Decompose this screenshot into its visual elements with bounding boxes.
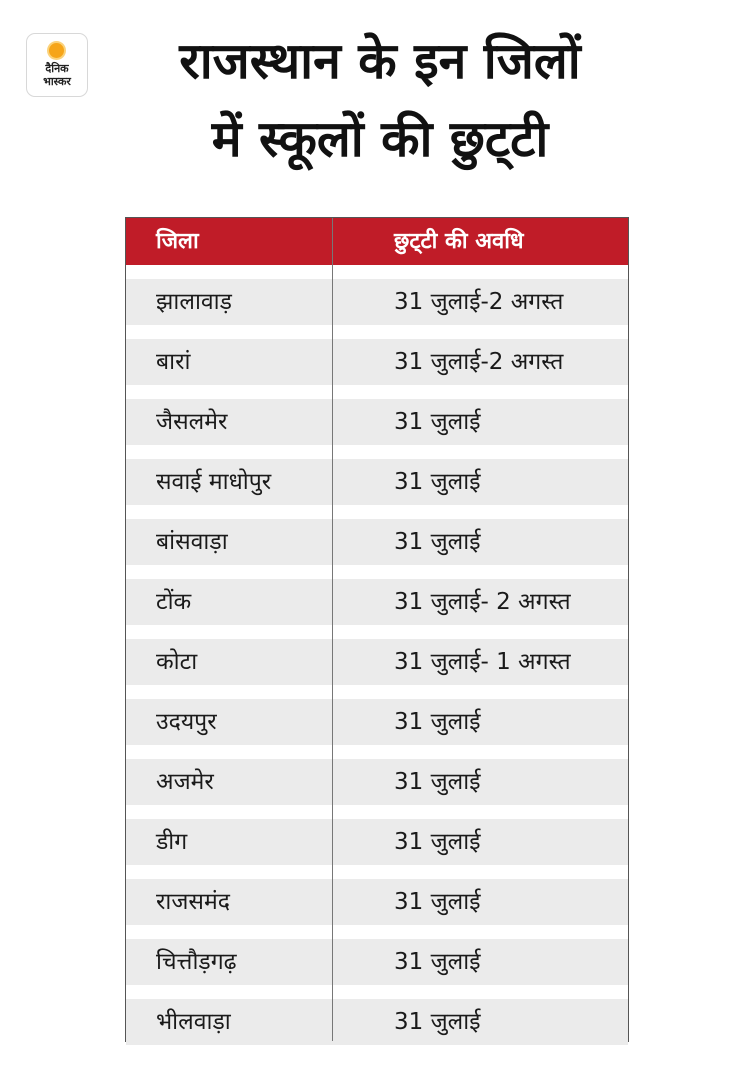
cell-district: उदयपुर	[156, 709, 217, 735]
cell-duration: 31 जुलाई-2 अगस्त	[394, 289, 564, 315]
cell-district: सवाई माधोपुर	[156, 469, 272, 495]
cell-duration: 31 जुलाई	[394, 469, 481, 495]
logo-text-line1: दैनिक	[45, 62, 69, 75]
cell-duration: 31 जुलाई- 1 अगस्त	[394, 649, 571, 675]
table-row	[126, 939, 628, 985]
sun-icon	[49, 43, 64, 58]
table-row	[126, 519, 628, 565]
cell-duration: 31 जुलाई	[394, 529, 481, 555]
dainik-bhaskar-logo	[26, 33, 88, 97]
table-row	[126, 279, 628, 325]
cell-duration: 31 जुलाई	[394, 709, 481, 735]
headline-line2: में स्कूलों की छुट्‌टी	[211, 110, 549, 168]
cell-district: बारां	[156, 349, 191, 375]
cell-district: चित्तौड़गढ़	[156, 949, 237, 975]
table-row	[126, 999, 628, 1045]
header-duration: छुट्‌टी की अवधि	[394, 229, 524, 254]
table-header	[126, 218, 628, 265]
table-row	[126, 879, 628, 925]
column-divider	[332, 218, 333, 1041]
cell-duration: 31 जुलाई	[394, 409, 481, 435]
cell-district: अजमेर	[156, 769, 214, 795]
cell-district: डीग	[156, 829, 188, 855]
table-row	[126, 459, 628, 505]
table-row	[126, 339, 628, 385]
cell-district: राजसमंद	[156, 889, 230, 915]
cell-district: जैसलमेर	[156, 409, 228, 435]
cell-duration: 31 जुलाई	[394, 1009, 481, 1035]
table-row	[126, 699, 628, 745]
table-row	[126, 639, 628, 685]
cell-duration: 31 जुलाई	[394, 949, 481, 975]
header-district: जिला	[156, 229, 199, 254]
cell-district: बांसवाड़ा	[156, 529, 228, 555]
headline	[100, 22, 660, 178]
cell-district: झालावाड़	[156, 289, 232, 315]
cell-district: भीलवाड़ा	[156, 1009, 231, 1035]
table-row	[126, 819, 628, 865]
cell-duration: 31 जुलाई- 2 अगस्त	[394, 589, 571, 615]
cell-duration: 31 जुलाई-2 अगस्त	[394, 349, 564, 375]
table-row	[126, 399, 628, 445]
holiday-table	[125, 217, 629, 1042]
headline-line1: राजस्थान के इन जिलों	[179, 32, 581, 90]
table-row	[126, 759, 628, 805]
logo-text-line2: भास्कर	[43, 75, 71, 88]
cell-duration: 31 जुलाई	[394, 769, 481, 795]
cell-district: टोंक	[156, 589, 192, 615]
cell-district: कोटा	[156, 649, 198, 675]
cell-duration: 31 जुलाई	[394, 829, 481, 855]
cell-duration: 31 जुलाई	[394, 889, 481, 915]
table-row	[126, 579, 628, 625]
